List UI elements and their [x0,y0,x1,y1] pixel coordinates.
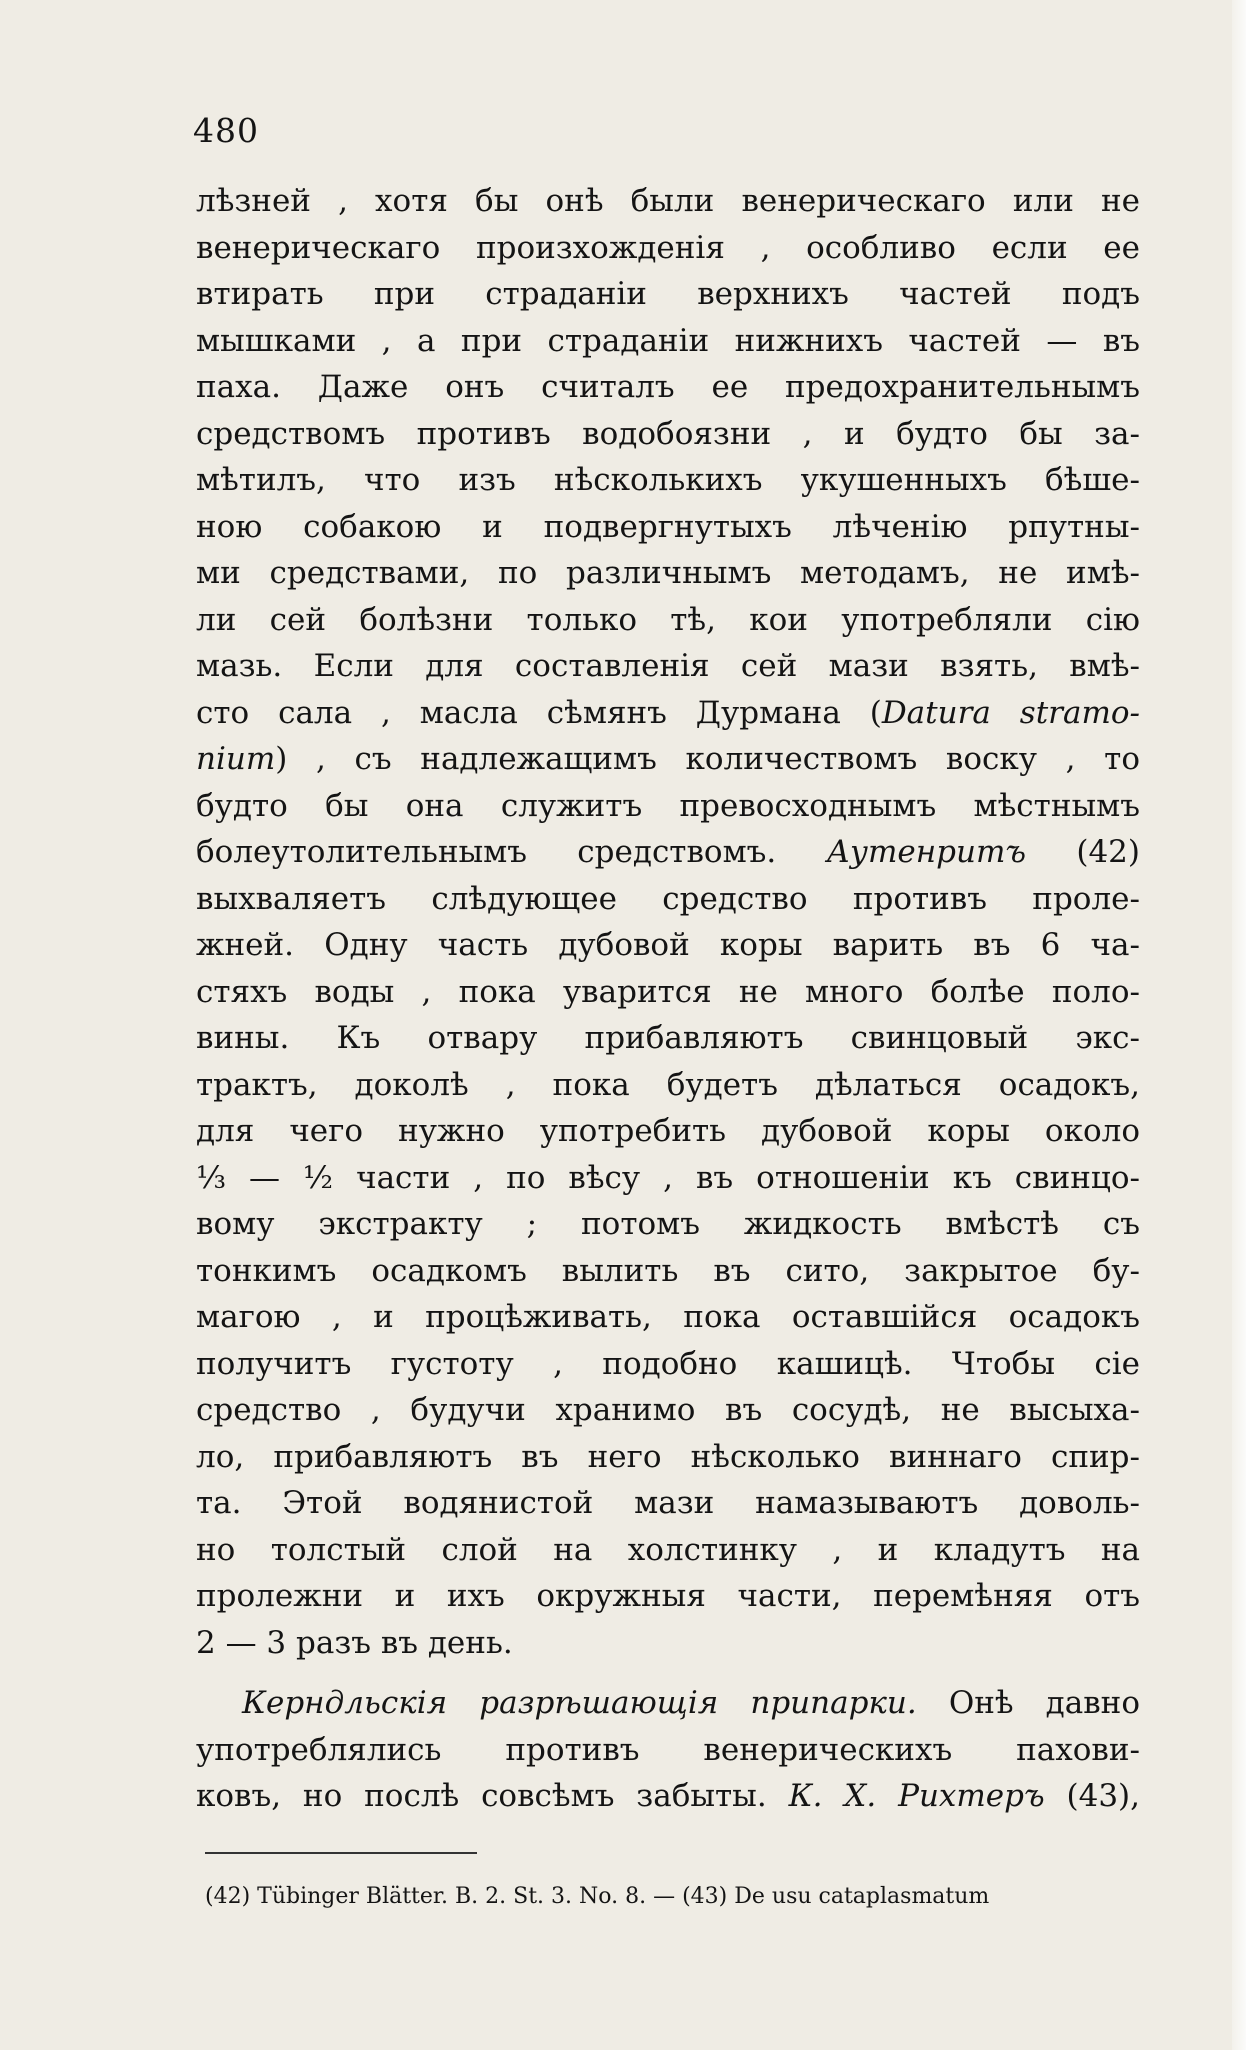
text-line: средствомъ противъ водобоязни , и будто бы за- [196,415,1140,452]
footnote-ref: (43), [1044,1778,1140,1814]
line-text: ковъ, но послѣ совсѣмъ забыты. [196,1778,789,1814]
latin-name-italic: nium [196,741,276,777]
page-edge [1232,0,1246,2050]
paragraph-last-line: 2 — 3 разъ въ день. [196,1624,513,1661]
text-line: выхваляетъ слѣдующее средство противъ проле- [196,880,1140,917]
footnote-divider [205,1852,477,1854]
footnote-text: (42) Tübinger Blätter. B. 2. St. 3. No. 8. — (43) De usu cataplasmatum [205,1884,990,1909]
text-line: ми средствами, по различнымъ методамъ, не имѣ- [196,555,1140,591]
text-line: трактъ, доколѣ , пока будетъ дѣлаться осадокъ, [196,1066,1140,1103]
latin-name-italic: Datura stramo- [881,694,1140,731]
text-line: ною собакою и подвергнутыхъ лѣченію рпутны- [196,508,1140,545]
line-text: ) , съ надлежащимъ количествомъ воску , то [275,741,1140,777]
main-text [196,178,1140,1820]
text-line-richter [196,1773,1140,1820]
text-line: употреблялись противъ венерическихъ пахови- [196,1731,1140,1768]
text-line: мазь. Если для составленія сей мази взять, вмѣ- [196,648,1140,684]
text-line: втирать при страданіи верхнихъ частей подъ [196,276,1140,312]
text-line: получитъ густоту , подобно кашицѣ. Чтобы сіе [196,1345,1140,1382]
text-line: будто бы она служитъ превосходнымъ мѣстнымъ [196,787,1140,824]
text-line: ли сей болѣзни только тѣ, кои употребляли сію [196,601,1140,638]
text-line: стяхъ воды , пока уварится не много болѣе поло- [196,973,1140,1010]
text-line: та. Этой водянистой мази намазываютъ доволь- [196,1485,1140,1521]
section-heading-italic: Керндльскія разрѣшающія припарки. [242,1685,917,1721]
paragraph-gap [196,1666,1140,1680]
text-line: жней. Одну часть дубовой коры варить въ 6 ча- [196,927,1140,963]
text-line: венерическаго произхожденія , особливо если ее [196,229,1140,266]
line-text: Онѣ давно [916,1685,1140,1721]
text-line: средство , будучи хранимо въ сосудѣ, не высыха- [196,1392,1140,1428]
text-line-nium [196,736,1140,783]
text-line: лѣзней , хотя бы онѣ были венерическаго или не [196,183,1140,219]
text-line: вины. Къ отвару прибавляютъ свинцовый экс- [196,1020,1140,1056]
line-text: сто сала , масла сѣмянъ Дурмана ( [196,694,882,731]
text-line: паха. Даже онъ считалъ ее предохранительнымъ [196,369,1140,405]
footnote-ref: (42) [1026,834,1140,870]
text-line: вому экстракту ; потомъ жидкость вмѣстѣ съ [196,1206,1140,1242]
text-line-autenrit [196,829,1140,876]
author-name-italic: К. Х. Рихтеръ [788,1778,1045,1814]
text-line: но толстый слой на холстинку , и кладутъ на [196,1531,1140,1568]
page-number: 480 [193,111,259,150]
text-line: ло, прибавляютъ въ него нѣсколько виннаго спир- [196,1438,1140,1475]
line-text: болеутолительнымъ средствомъ. [196,834,827,870]
text-line: для чего нужно употребить дубовой коры около [196,1113,1140,1149]
text-line-datura [196,690,1140,737]
section-heading-line [196,1680,1140,1727]
text-line-fractions: ⅓ — ½ части , по вѣсу , въ отношеніи къ свинцо- [196,1159,1140,1196]
text-line: мышками , а при страданіи нижнихъ частей — въ [196,322,1140,359]
author-name-italic: Аутенритъ [826,834,1027,870]
text-line: тонкимъ осадкомъ вылить въ сито, закрытое бу- [196,1252,1140,1289]
text-line: пролежни и ихъ окружныя части, перемѣняя отъ [196,1578,1140,1614]
text-line: магою , и процѣживать, пока оставшійся осадокъ [196,1299,1140,1335]
text-line: мѣтилъ, что изъ нѣсколькихъ укушенныхъ бѣше- [196,462,1140,498]
